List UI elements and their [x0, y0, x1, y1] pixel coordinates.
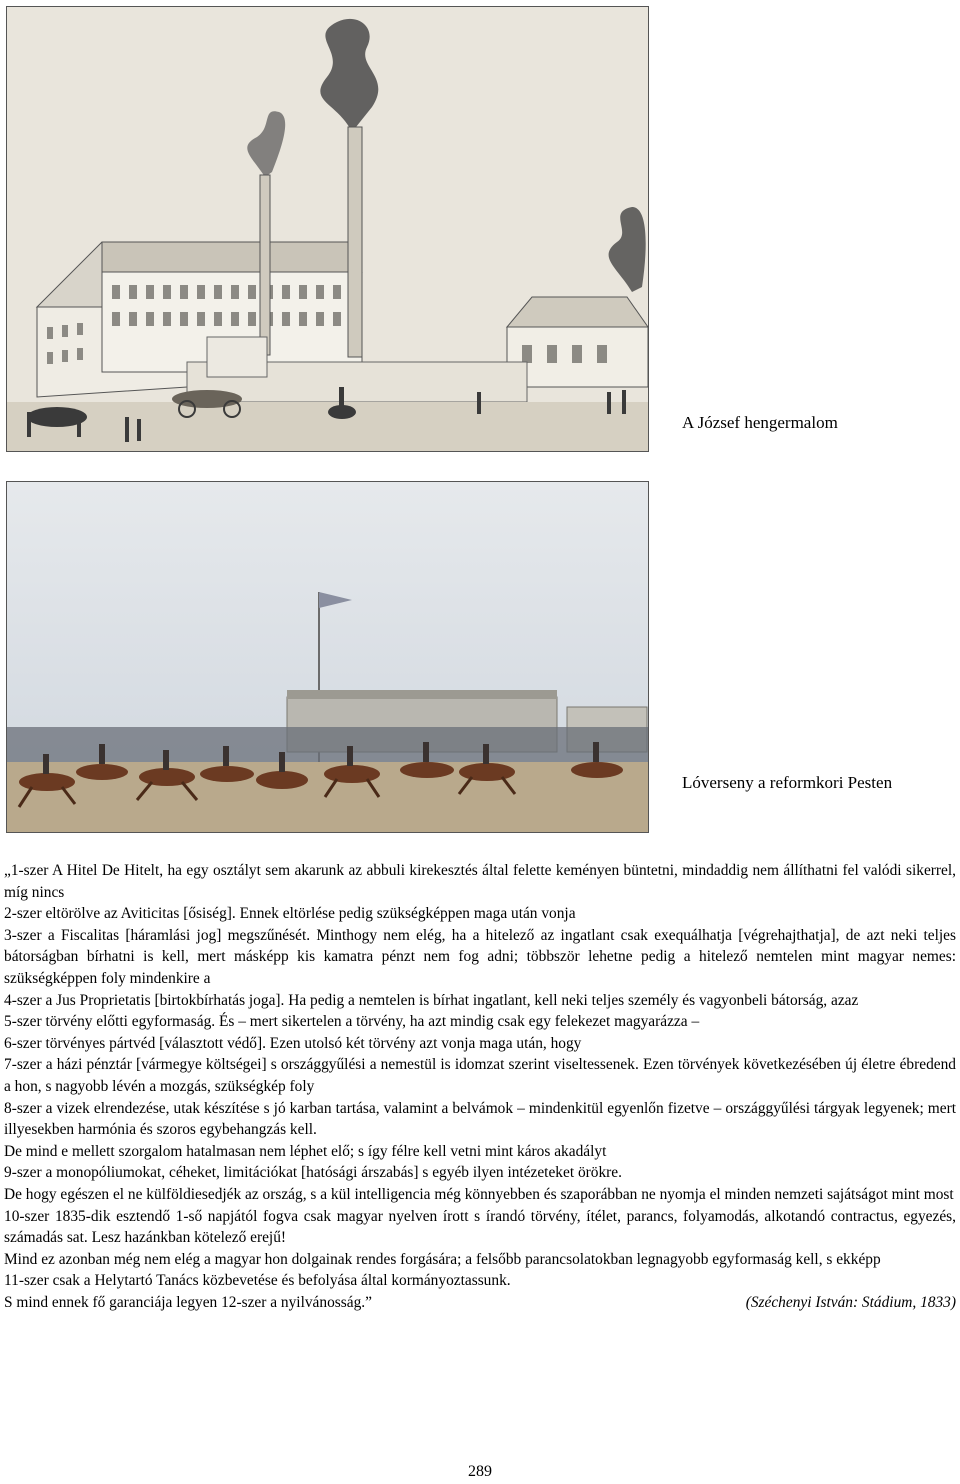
- paragraph: S mind ennek fő garanciája legyen 12-szer a nyilvánosság.”: [4, 1293, 372, 1311]
- paragraph: De mind e mellett szorgalom hatalmasan nem léphet elő; s így félre kell vetni mint káros akadályt: [4, 1142, 607, 1160]
- paragraph: 6-szer törvényes pártvéd [választott védő]. Ezen utolsó két törvény azt vonja maga után, hogy: [4, 1034, 582, 1052]
- horse-race-painting: [7, 482, 648, 832]
- paragraph: 5-szer törvény előtti egyformaság. És – mert sikertelen a törvény, ha azt mindig csak egy felekezet magyarázza –: [4, 1013, 700, 1031]
- source-citation: (Széchenyi István: Stádium, 1833): [745, 1293, 956, 1311]
- paragraph: 4-szer a Jus Proprietatis [birtokbírhatás joga]. Ha pedig a nemtelen is bírhat ingatlant, kell neki teljes személy és vagyonbeli bátorság, azaz: [4, 991, 859, 1009]
- paragraph: 7-szer a házi pénztár [vármegye költségei] s országgyűlési a nemestül is idomzat szerint viseltessenek. Ezen törvények következésében új életre ébredend a hon, s nagyobb lévén a mozgás, szükségkép foly: [4, 1056, 956, 1095]
- page-number: 289: [468, 1463, 492, 1480]
- paragraph: 9-szer a monopóliumokat, céheket, limitációkat [hatósági árszabás] s egyéb ilyen intézeteket örökre.: [4, 1164, 622, 1182]
- horse-race-illustration: [6, 481, 649, 833]
- mill-caption: A József hengermalom: [682, 413, 838, 432]
- closing-line: [4, 1292, 956, 1314]
- paragraph: De hogy egészen el ne külföldiesedjék az ország, s a kül intelligencia még könnyebben és szaporábban ne nyomja el minden nemzeti sajátságot mint most: [4, 1185, 954, 1203]
- paragraph: 2-szer eltörölve az Aviticitas [ősiség]. Ennek eltörlése pedig szükségképpen maga után vonja: [4, 905, 576, 923]
- paragraph: 10-szer 1835-dik esztendő 1-ső napjától fogva csak magyar nyelven írott s írandó törvény, ítélet, parancs, folyamodás, alkotandó contractus, egyezés, számadás sat. Lesz hazánkban kötelező erejű!: [4, 1207, 956, 1247]
- paragraph: „1-szer A Hitel De Hitelt, ha egy osztályt sem akarunk az abbuli kirekesztés által felette keményen büntetni, mindaddig nem állíthatni fel valódi sikerrel, míg nincs: [4, 862, 956, 901]
- paragraph: 8-szer a vizek elrendezése, utak készítése s jó karban tartása, valamint a belvámok – mindenkitül egyenlőn fizetve – országgyűlési tárgyak legyenek; mert illyesekben harmónia és szoros egybehangzás kell.: [4, 1099, 956, 1139]
- paragraph: 11-szer csak a Helytartó Tanács közbevetése és befolyása által kormányoztassunk.: [4, 1272, 511, 1290]
- mill-illustration: [6, 6, 649, 452]
- quote-text: [4, 860, 956, 1313]
- paragraph: 3-szer a Fiscalitas [háramlási jog] megszűnését. Minthogy nem elég, ha a hitelező az ingatlant csak exequálhatja [végrehajthatja], de azt neki teljes bátorságban bírhatni is kell, mert másképp kis kamatra pénzt nem fog adni; többször lehetne pedig a hitelező nemtelen mint magyar nemes: szükségképpen foly mindenkire a: [4, 926, 956, 987]
- mill-engraving-drawing: [7, 7, 648, 451]
- paragraph: Mind ez azonban még nem elég a magyar hon dolgainak rendes forgására; a felsőbb parancsolatokban legnagyobb egyformaság kell, s ekképp: [4, 1250, 881, 1268]
- horse-race-caption: Lóverseny a reformkori Pesten: [682, 773, 893, 792]
